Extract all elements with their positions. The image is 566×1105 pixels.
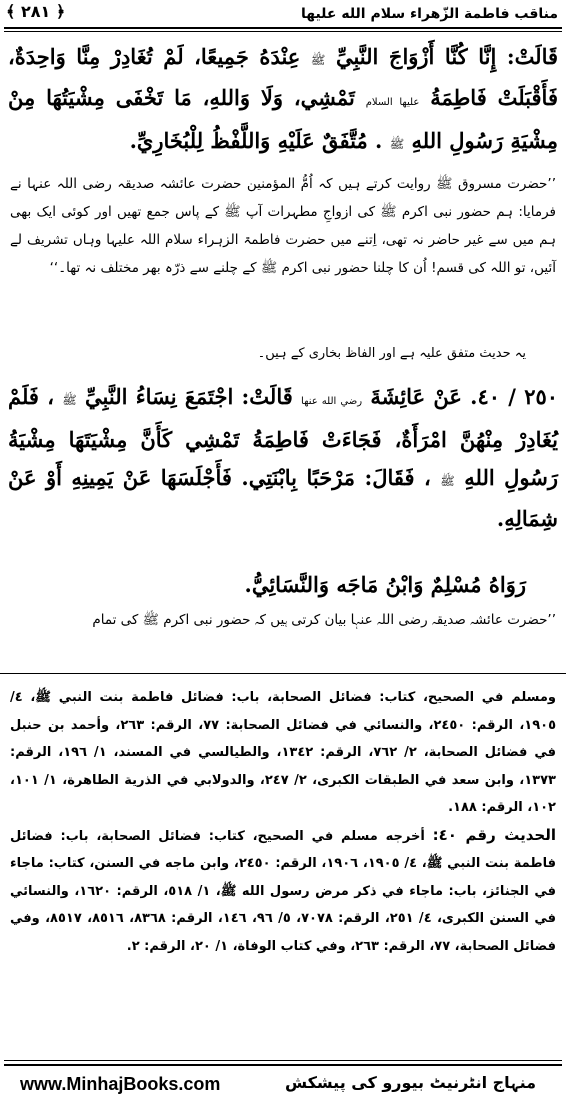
hadith-number: ٢٥٠ / ٤٠. [470, 384, 559, 409]
footnote-label: الحديث رقم ٤٠: [432, 825, 556, 844]
page-footer [0, 1060, 566, 1105]
arabic-segment: ، فَقَالَ: مَرْحَبًا بِابْنَتِي. فَأَجْلَسَهَا عَنْ يَمِينِهِ أَوْ عَنْ شِمَالِهِ. [8, 465, 558, 531]
salla-ligature: ﷺ [440, 474, 455, 488]
arabic-segment: تَمْشِي، وَلَا وَاللهِ، مَا تَخْفَى مِشْيَتُهَا مِنْ مِشْيَةِ رَسُولِ اللهِ [8, 85, 558, 153]
footnotes [10, 684, 556, 960]
header-rule-thin [4, 31, 562, 32]
publisher-credit: منہاج انٹرنیٹ بیورو کی پیشکش [284, 1073, 536, 1092]
honorific-radiya: رضي الله عنها [301, 396, 363, 407]
hadith-40-narrators: رَوَاهُ مُسْلِمٌ وَابْنُ مَاجَه وَالنَّسَائِيُّ. [244, 572, 526, 597]
salla-ligature: ﷺ [62, 393, 77, 407]
arabic-segment: قَالَتْ: إِنَّا كُنَّا أَزْوَاجَ النَّبِيِّ [335, 44, 559, 69]
arabic-segment: عَنْ عَائِشَةَ [370, 384, 462, 409]
salla-ligature: ﷺ [389, 137, 405, 151]
footer-rule [4, 1064, 562, 1066]
arabic-segment: ، فَلَمْ يُغَادِرْ مِنْهُنَّ امْرَأَةٌ، فَجَاءَتْ فَاطِمَةُ تَمْشِي كَأَنَّ مِشْيَتَهَا مِشْيَةُ رَسُولِ اللهِ [8, 384, 559, 490]
running-title: مناقب فاطمة الزّهراء سلام الله عليها [300, 6, 558, 22]
arabic-segment: قَالَتْ: اجْتَمَعَ نِسَاءُ النَّبِيِّ [85, 384, 293, 409]
arabic-segment: عِنْدَهُ جَمِيعًا، لَمْ تُغَادِرْ مِنَّا وَاحِدَةٌ، فَأَقْبَلَتْ فَاطِمَةُ [8, 44, 558, 110]
page-header [4, 0, 562, 30]
page-number: ﴾ ٢٨١ ﴿ [6, 2, 66, 21]
hadith-source-note: . مُتَّفَقٌ عَلَيْهِ وَاللَّفْظُ لِلْبُخَارِيِّ. [129, 128, 383, 153]
footnote-divider [0, 673, 566, 674]
hadith-39-urdu-translation: ’’حضرت مسروق ﷺ روایت کرتے ہیں کہ اُمُّ المؤمنین حضرت عائشہ صدیقہ رضی اللہ عنہا نے فرمایا: ہم حضور نبی اکرم ﷺ کی ازواجِ مطہرات آپ ﷺ کے پاس جمع تھیں اور کوئی ایک بھی ہم میں سے غیر حاضر نہ تھی، اِتنے میں حضرت فاطمۃ الزہراء سلام اللہ علیہا وہاں تشریف لے آئیں، تو اللہ کی قسم! اُن کا چلنا حضور نبی اکرم ﷺ کے چلنے سے ذرّہ بھر مختلف نہ تھا۔‘‘ [10, 176, 556, 276]
footnote-text: أخرجه مسلم في الصحيح، كتاب: فضائل الصحابة، باب: فضائل فاطمة بنت النبي ﷺ، ٤/ ١٩٠٥، ١٩٠٦، الرقم: ٢٤٥٠، وابن ماجه في السنن، كتاب: ماجاء في الجنائز، باب: ماجاء في ذكر مرض رسول الله ﷺ، ١/ ٥١٨، الرقم: ١٦٢٠، والنسائي في السنن الكبرى، ٤/ ٢٥١، الرقم: ٧٠٧٨، ٥/ ٩٦، ١٤٦، الرقم: ٨٣٦٨، ٨٥١٦، ٨٥١٧، وفي فضائل الصحابة، ٧٧، الرقم: ٢٦٣، وفي كتاب الوفاة، ١/ ٢٠، الرقم: ٢. [10, 828, 557, 954]
hadith-40-urdu-translation: ’’حضرت عائشہ صدیقہ رضی اللہ عنہا بیان کرتی ہیں کہ حضور نبی اکرم ﷺ کی تمام [92, 612, 556, 628]
hadith-39-grading-note: یہ حدیث متفق علیہ ہے اور الفاظ بخاری کے ہیں۔ [257, 346, 526, 361]
salla-ligature: ﷺ [310, 53, 326, 67]
hadith-40-arabic-text [8, 378, 558, 538]
hadith-39-arabic-text [8, 38, 558, 163]
honorific-alayha: عليها السلام [365, 97, 420, 108]
website-link[interactable]: www.MinhajBooks.com [20, 1074, 221, 1094]
header-rule [4, 27, 562, 29]
footnote-continued: ومسلم في الصحيح، كتاب: فضائل الصحابة، باب: فضائل فاطمة بنت النبي ﷺ، ٤/ ١٩٠٥، الرقم: ٢٤٥٠، والنسائي في فضائل الصحابة: ٧٧، الرقم: ٢٦٣، وأحمد بن حنبل في فضائل الصحابة، ٢/ ٧٦٢، الرقم: ١٣٤٢، والطيالسي في المسند، ١/ ١٩٦، الرقم: ١٣٧٣، وابن سعد في الطبقات الكبرى، ٢/ ٢٤٧، والدولابي في الذرية الطاهرة، ١/ ١٠١، ١٠٢، الرقم: ١٨٨. [10, 690, 557, 815]
footnote-hadith-40 [10, 822, 556, 961]
footer-rule-thin [4, 1060, 562, 1061]
